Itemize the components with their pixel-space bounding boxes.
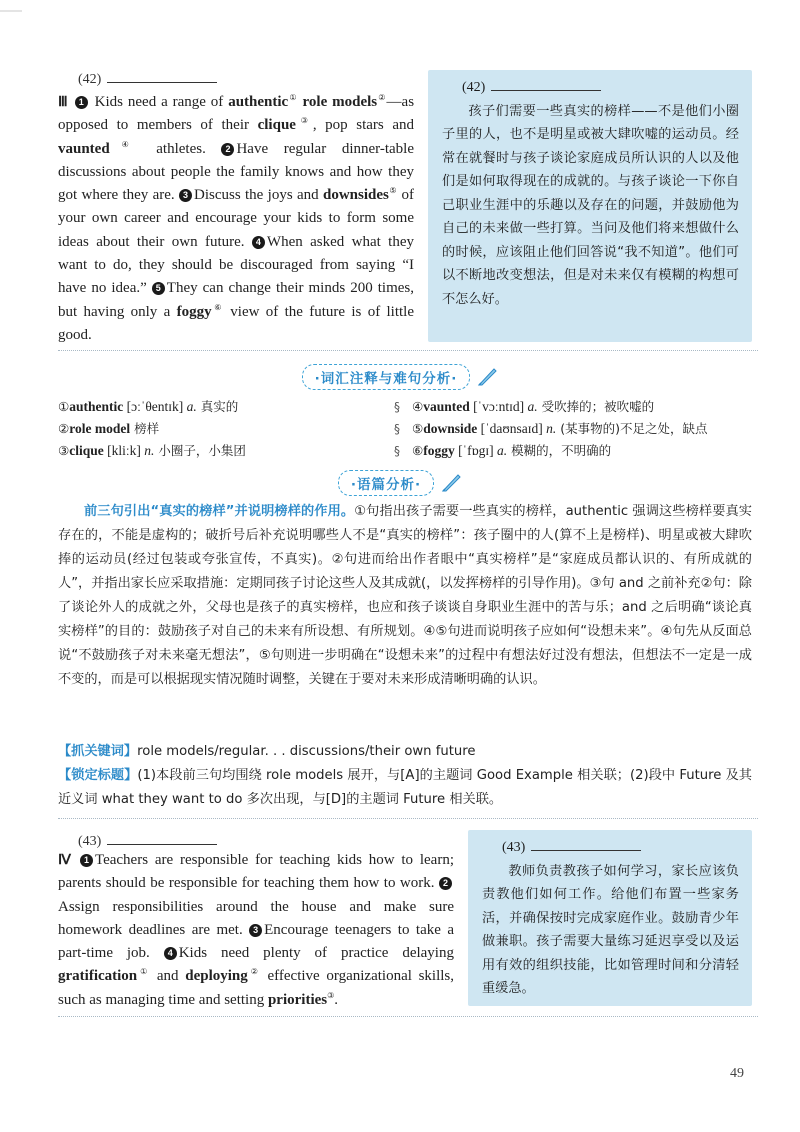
key-words-tag: 【抓关键词】 <box>58 744 138 759</box>
key-words-line <box>58 740 752 764</box>
sentence-text: . <box>334 991 339 1008</box>
sentence-text: Assign responsibilities around the house and make sure homework deadlines are met. <box>58 898 454 938</box>
section-divider <box>58 1016 758 1017</box>
paragraph-roman-numeral: Ⅳ <box>58 853 74 868</box>
analysis-header <box>0 470 800 496</box>
passage-42 <box>58 91 414 347</box>
blank-line <box>107 832 217 845</box>
keyword: authentic <box>228 94 289 110</box>
sentence-text: and <box>150 968 186 985</box>
section-divider <box>58 818 758 819</box>
quill-pen-icon <box>476 366 498 388</box>
keyword: priorities <box>267 991 328 1008</box>
sentence-text: Teachers are responsible for teaching kids how to learn; parents should be responsible for teaching them how to work. <box>58 852 454 892</box>
footnote-mark: ① <box>288 93 298 102</box>
translation-box-43 <box>468 830 752 1006</box>
analysis-lead: 前三句引出“真实的榜样”并说明榜样的作用。 <box>84 504 355 519</box>
blank-line <box>491 78 601 91</box>
translation-text: 教师负责教孩子如何学习，家长应该负责教他们如何工作。给他们布置一些家务活，并确保按时完成家庭作业。鼓励青少年做兼职。孩子需要大量练习延迟享受以及运用有效的组织技能，比如管理时间和分清轻重缓急。 <box>482 863 739 996</box>
footnote-mark: ④ <box>109 139 141 149</box>
corner-mark <box>0 0 22 12</box>
vocab-item: ⑥foggy [ˈfɒgɪ] a. 模糊的，不明确的 <box>412 443 612 458</box>
vocab-list-right <box>412 396 772 462</box>
sentence-number: 5 <box>152 282 165 295</box>
analysis-text: ①句指出孩子需要一些真实的榜样，authentic 强调这些榜样要真实存在的，不能是虚构的；破折号后补充说明哪些人不是“真实的榜样”：孩子圈中的人(算不上是榜样)、明星或被大肆吹捧的运动员(经过包装或夸张宣传，不真实)。②句进而给出作者眼中“真实榜样”是“家庭成员都认识的、有所成就的人”，并指出家长应采取措施：定期同孩子讨论这些人及其成就(，以发挥榜样的引导作用)。③句 and 之前补充②句：除了谈论外人的成就之外，父母也是孩子的真实榜样，也应和孩子谈谈自身职业生涯中的苦与乐；and 之后明确“谈论真实榜样”的目的：鼓励孩子对自己的未来有所设想、有所规划。④⑤句进而说明孩子应如何“设想未来”。④句先从反面总说“不鼓励孩子对未来毫无想法”，⑤句则进一步明确在“设想未来”的过程中有想法好过没有想法，但想法不一定是一成不变的，而是可以根据现实情况随时调整，关键在于要对未来形成清晰明确的认识。 <box>58 504 752 687</box>
question-number: (43) <box>502 840 526 855</box>
translation-box-42 <box>428 70 752 342</box>
analysis-header-title: ·语篇分析· <box>338 470 434 496</box>
vocab-list-left <box>58 396 398 462</box>
sentence-number: 1 <box>80 854 93 867</box>
vocab-item: ②role model 榜样 <box>58 421 160 436</box>
footnote-mark: ① <box>137 967 151 977</box>
keyword: vaunted <box>58 140 110 157</box>
answer-blank-42[interactable] <box>78 70 217 88</box>
keyword: foggy <box>176 303 212 320</box>
answer-blank-42-translation[interactable] <box>442 76 739 100</box>
sentence-text: effective organizational skills, such as managing time and setting <box>58 968 455 1008</box>
vocab-item: ①authentic [ɔːˈθentɪk] a. 真实的 <box>58 399 239 414</box>
quill-pen-icon <box>440 472 462 494</box>
key-words-text: role models/regular. . . discussions/their own future <box>137 744 476 759</box>
title-lock-tag: 【锁定标题】 <box>58 768 138 783</box>
vocab-column-divider: § § § <box>394 400 400 458</box>
sentence-text: view of the future is of little good. <box>58 303 415 343</box>
passage-43 <box>58 849 454 1012</box>
sentence-text: Encourage teenagers to take a part-time job. <box>58 921 454 962</box>
blank-line <box>107 70 217 83</box>
sentence-number: 3 <box>249 924 262 937</box>
sentence-number: 1 <box>75 96 88 109</box>
keyword: gratification <box>58 968 138 985</box>
footnote-mark: ③ <box>295 116 313 126</box>
vocab-header-title: ·词汇注释与难句分析· <box>302 364 471 390</box>
vocab-item: ③clique [kliːk] n. 小圈子，小集团 <box>58 443 246 458</box>
keyword: deploying <box>185 968 248 985</box>
answer-blank-43-translation[interactable] <box>482 836 739 860</box>
sentence-text: They can change their minds 200 times, but having only a <box>58 280 414 320</box>
footnote-mark: ② <box>247 967 261 977</box>
sentence-text: athletes. <box>140 140 222 157</box>
sentence-text: Have regular dinner-table discussions about people the family knows and how they got where they are. <box>58 140 414 204</box>
sentence-text: , pop stars and <box>312 117 414 134</box>
answer-blank-43[interactable] <box>78 832 217 850</box>
vocab-item: ⑤downside [ˈdaʊnsaɪd] n. (某事物的)不足之处，缺点 <box>412 421 708 436</box>
question-number: (42) <box>462 80 486 95</box>
paragraph-roman-numeral: Ⅲ <box>58 95 69 110</box>
section-divider <box>58 350 758 351</box>
sentence-number: 4 <box>252 236 265 249</box>
blank-line <box>531 838 641 851</box>
page-number: 49 <box>730 1066 744 1081</box>
sentence-number: 3 <box>179 189 192 202</box>
sentence-number: 4 <box>164 947 177 960</box>
sentence-text: Kids need plenty of practice delaying <box>178 945 454 962</box>
title-lock-line <box>58 764 752 812</box>
sentence-text: —as opposed to members of their <box>58 94 415 134</box>
sentence-text: Discuss the joys and <box>194 187 323 204</box>
question-number: (43) <box>78 834 102 849</box>
keyword: clique <box>257 117 296 134</box>
title-lock-text: (1)本段前三句均围绕 role models 展开，与[A]的主题词 Good Example 相关联；(2)段中 Future 及其近义词 what they want to do 多次出现，与[D]的主题词 Future 相关联。 <box>58 768 752 807</box>
footnote-mark: ② <box>377 93 387 102</box>
sentence-text: of your own career and encourage your kids to form some ideas about their own future. <box>58 187 414 250</box>
sentence-text: Kids need a range of <box>94 94 229 110</box>
vocab-header <box>0 364 800 390</box>
sentence-number: 2 <box>221 143 234 156</box>
footnote-mark: ⑥ <box>211 302 224 312</box>
footnote-mark: ③ <box>327 990 335 1000</box>
translation-text: 孩子们需要一些真实的榜样——不是他们小圈子里的人，也不是明星或被大肆吹嘘的运动员。经常在就餐时与孩子谈论家庭成员所认识的人以及他们是如何取得现在的成就的。与孩子谈论一下你自己职业生涯中的乐趣以及存在的问题，并鼓励他为自己的未来做一些打算。当问及他们将来想做什么的时候，应该阻止他们回答说“我不知道”。他们可以不断地改变想法，但是对未来仅有模糊的构想可不怎么好。 <box>442 103 739 307</box>
discourse-analysis <box>58 500 752 692</box>
vocab-item: ④vaunted [ˈvɔːntɪd] a. 受吹捧的；被吹嘘的 <box>412 399 655 414</box>
sentence-number: 2 <box>439 877 452 890</box>
sentence-text: When asked what they want to do, they should be discouraged from saying “I have no idea.” <box>58 233 415 297</box>
keyword: role models <box>302 94 378 110</box>
question-number: (42) <box>78 72 102 87</box>
keyword: downsides <box>322 187 389 204</box>
footnote-mark: ⑤ <box>388 186 398 196</box>
